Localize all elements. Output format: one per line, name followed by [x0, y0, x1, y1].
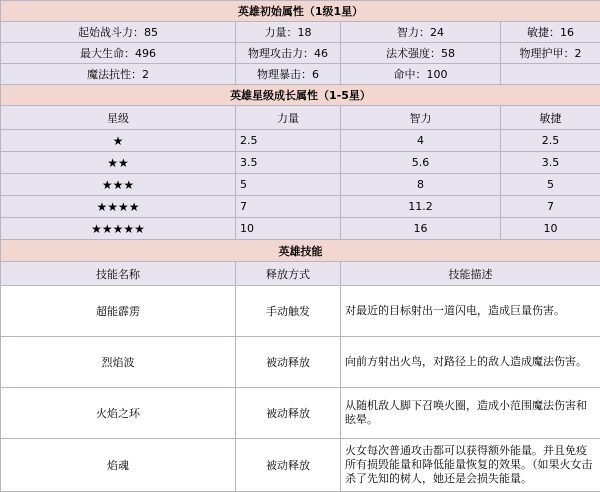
growth-header-intelligence: 智力 [341, 106, 501, 130]
skill-mode: 被动释放 [236, 337, 341, 388]
stat-empty [501, 64, 600, 85]
growth-strength: 3.5 [236, 152, 341, 174]
skills-header-desc: 技能描述 [341, 262, 600, 286]
growth-strength: 7 [236, 196, 341, 218]
skill-row [1, 337, 600, 388]
growth-agility: 5 [501, 174, 600, 196]
stat-agility: 敏捷：16 [501, 22, 600, 43]
star-rating: ★★★★★ [1, 218, 236, 240]
growth-intelligence: 11.2 [341, 196, 501, 218]
growth-row [1, 218, 600, 240]
stat-max-hp: 最大生命：496 [1, 43, 236, 64]
stat-magic-resist: 魔法抗性：2 [1, 64, 236, 85]
growth-strength: 5 [236, 174, 341, 196]
growth-agility: 2.5 [501, 130, 600, 152]
growth-intelligence: 4 [341, 130, 501, 152]
stat-phys-attack: 物理攻击力：46 [236, 43, 341, 64]
growth-agility: 7 [501, 196, 600, 218]
skill-name: 超能霹雳 [1, 286, 236, 337]
stat-hit: 命中：100 [341, 64, 501, 85]
growth-strength: 2.5 [236, 130, 341, 152]
growth-row [1, 174, 600, 196]
initial-stats-row [1, 64, 600, 85]
section-title-growth: 英雄星级成长属性（1-5星） [1, 85, 600, 106]
growth-strength: 10 [236, 218, 341, 240]
skill-name: 火焰之环 [1, 388, 236, 439]
section-header-skills [1, 240, 600, 262]
skill-description: 对最近的目标射出一道闪电，造成巨量伤害。 [341, 286, 600, 337]
growth-intelligence: 8 [341, 174, 501, 196]
growth-header-star: 星级 [1, 106, 236, 130]
skill-row [1, 439, 600, 492]
star-rating: ★★★ [1, 174, 236, 196]
growth-row [1, 152, 600, 174]
stat-spell-power: 法术强度：58 [341, 43, 501, 64]
skill-description: 从随机敌人脚下召唤火圈，造成小范围魔法伤害和眩晕。 [341, 388, 600, 439]
growth-intelligence: 5.6 [341, 152, 501, 174]
stat-phys-armor: 物理护甲：2 [501, 43, 600, 64]
growth-intelligence: 16 [341, 218, 501, 240]
growth-header-row [1, 106, 600, 130]
growth-row [1, 196, 600, 218]
growth-agility: 3.5 [501, 152, 600, 174]
section-title-initial: 英雄初始属性（1级1星） [1, 1, 600, 22]
skills-header-mode: 释放方式 [236, 262, 341, 286]
skill-mode: 手动触发 [236, 286, 341, 337]
growth-row [1, 130, 600, 152]
skill-row [1, 388, 600, 439]
skill-name: 烈焰波 [1, 337, 236, 388]
skills-header-name: 技能名称 [1, 262, 236, 286]
star-rating: ★ [1, 130, 236, 152]
stat-initial-power: 起始战斗力：85 [1, 22, 236, 43]
skill-name: 焰魂 [1, 439, 236, 492]
star-rating: ★★★★ [1, 196, 236, 218]
skill-row [1, 286, 600, 337]
skill-mode: 被动释放 [236, 439, 341, 492]
initial-stats-row [1, 43, 600, 64]
growth-header-strength: 力量 [236, 106, 341, 130]
skill-description: 火女每次普通攻击都可以获得额外能量。并且免疫所有损毁能量和降低能量恢复的效果。（如果火女击杀了先知的树人，她还是会损失能量。 [341, 439, 600, 492]
stat-phys-crit: 物理暴击：6 [236, 64, 341, 85]
skills-header-row [1, 262, 600, 286]
section-header-initial [1, 1, 600, 22]
growth-agility: 10 [501, 218, 600, 240]
skill-mode: 被动释放 [236, 388, 341, 439]
stat-intelligence: 智力：24 [341, 22, 501, 43]
skill-description: 向前方射出火鸟，对路径上的敌人造成魔法伤害。 [341, 337, 600, 388]
growth-header-agility: 敏捷 [501, 106, 600, 130]
stat-strength: 力量：18 [236, 22, 341, 43]
initial-stats-row [1, 22, 600, 43]
star-rating: ★★ [1, 152, 236, 174]
section-title-skills: 英雄技能 [1, 240, 600, 262]
section-header-growth [1, 85, 600, 106]
